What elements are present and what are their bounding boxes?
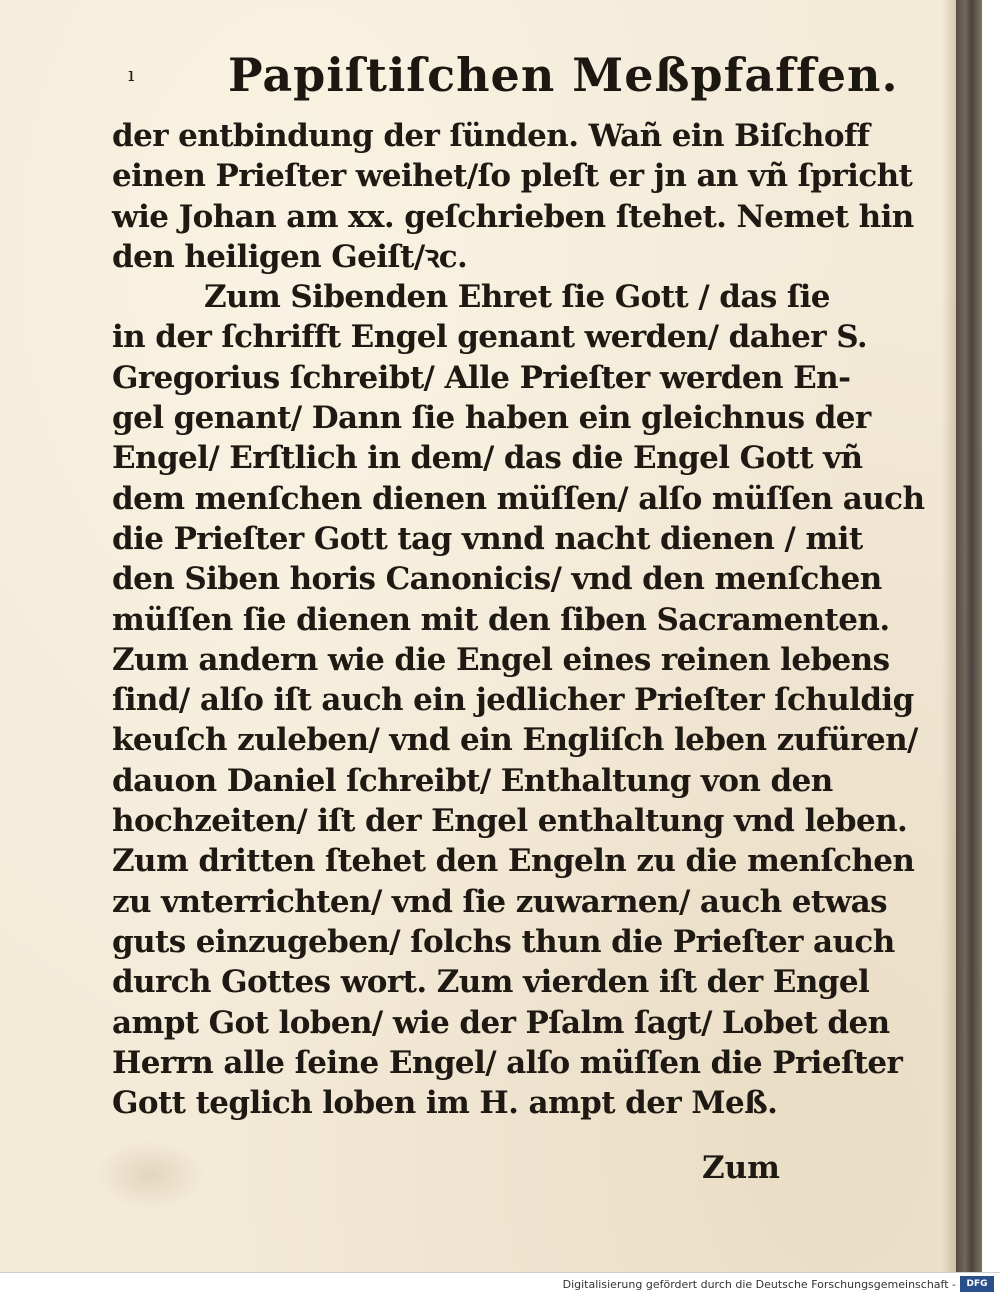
text-line: wie Johan am xx. geſchrieben ſtehet. Nemet hin bbox=[112, 198, 914, 235]
text-line: Gott teglich loben im H. ampt der Meß. bbox=[112, 1085, 778, 1122]
footer-bar bbox=[0, 1272, 1000, 1297]
text-line: die Prieſter Gott tag vnnd nacht dienen / mit bbox=[112, 520, 863, 557]
text-line: dem menſchen dienen müſſen/ alſo müſſen auch bbox=[112, 480, 925, 517]
text-line: der entbindung der ſünden. Wañ ein Biſchoff bbox=[112, 118, 870, 154]
text-line: den Siben horis Canonicis/ vnd den menſchen bbox=[112, 561, 882, 598]
text-line: keuſch zuleben/ vnd ein Engliſch leben zufüren/ bbox=[112, 722, 918, 759]
text-line: Zum dritten ſtehet den Engeln zu die menſchen bbox=[112, 843, 915, 880]
text-line: gel genant/ Dann ſie haben ein gleichnus der bbox=[112, 400, 871, 437]
paper-stain bbox=[95, 1140, 205, 1210]
text-line: durch Gottes wort. Zum vierden iſt der Engel bbox=[112, 964, 870, 1001]
text-line: guts einzugeben/ ſolchs thun die Prieſter auch bbox=[112, 923, 895, 960]
catchword: Zum bbox=[702, 1150, 780, 1186]
text-line: hochzeiten/ iſt der Engel enthaltung vnd leben. bbox=[112, 803, 908, 840]
text-line: den heiligen Geiſt/ꝛc. bbox=[112, 238, 468, 275]
text-line: Herrn alle ſeine Engel/ alſo müſſen die Prieſter bbox=[112, 1044, 903, 1081]
dfg-logo: DFG bbox=[960, 1276, 994, 1292]
text-line: ſind/ alſo iſt auch ein jedlicher Prieſter ſchuldig bbox=[112, 682, 914, 719]
body-text bbox=[112, 116, 925, 1123]
text-line: Gregorius ſchreibt/ Alle Prieſter werden En- bbox=[112, 359, 851, 396]
text-line: dauon Daniel ſchreibt/ Enthaltung von den bbox=[112, 762, 833, 799]
text-line: Zum andern wie die Engel eines reinen lebens bbox=[112, 641, 890, 678]
text-line: einen Prieſter weihet/ſo pleſt er jn an vñ ſpricht bbox=[112, 158, 913, 195]
text-line: in der ſchrifft Engel genant werden/ daher S. bbox=[112, 319, 868, 356]
text-line: Engel/ Erſtlich in dem/ das die Engel Gott vñ bbox=[112, 440, 863, 477]
text-line: zu vnterrichten/ vnd ſie zuwarnen/ auch etwas bbox=[112, 883, 887, 920]
book-binding bbox=[956, 0, 982, 1272]
margin-mark: ı bbox=[128, 62, 135, 86]
funding-credit: Digitalisierung gefördert durch die Deutsche Forschungsgemeinschaft - bbox=[562, 1278, 956, 1291]
page-edge-shadow bbox=[942, 0, 956, 1272]
text-line: müſſen ſie dienen mit den ſiben Sacramenten. bbox=[112, 601, 890, 638]
text-line: Zum Sibenden Ehret ſie Gott / das ſie bbox=[204, 279, 830, 316]
text-line: ampt Got loben/ wie der Pſalm ſagt/ Lobet den bbox=[112, 1004, 890, 1041]
running-title: Papiſtiſchen Meßpfaffen. bbox=[228, 48, 899, 102]
